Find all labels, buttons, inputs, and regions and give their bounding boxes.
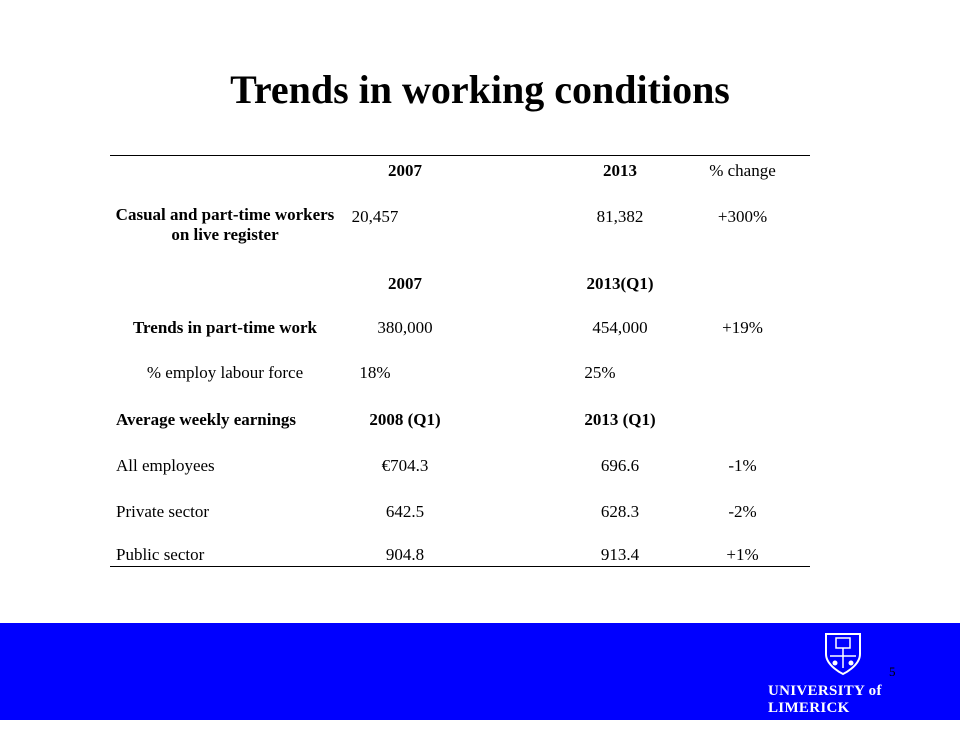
university-crest-icon	[822, 630, 864, 676]
cell-employ-2013: 25%	[584, 363, 616, 382]
row-label-employ: % employ labour force	[146, 363, 304, 382]
university-irish-name: OLLSCOIL LUIMNIGH	[786, 721, 862, 737]
cell-parttime-change: +19%	[722, 318, 763, 337]
row-label-earnings: Average weekly earnings	[116, 410, 297, 429]
table-top-rule	[110, 155, 810, 156]
header-2007: 2007	[388, 161, 422, 180]
cell-public-2008: 904.8	[385, 545, 425, 564]
cell-private-2008: 642.5	[385, 502, 425, 521]
university-name: UNIVERSITY of LIMERICK	[768, 683, 882, 716]
row-label-public: Public sector	[116, 545, 205, 564]
data-table	[110, 155, 810, 567]
cell-public-2013: 913.4	[600, 545, 640, 564]
cell-casual-2007: 20,457	[351, 207, 399, 226]
header-2013: 2013	[603, 161, 637, 180]
cell-casual-2013: 81,382	[596, 207, 644, 226]
header3-2013q1: 2013 (Q1)	[584, 410, 656, 429]
cell-private-2013: 628.3	[600, 502, 640, 521]
cell-casual-change: +300%	[717, 207, 768, 226]
cell-parttime-2013: 454,000	[592, 318, 648, 337]
cell-private-change: -2%	[728, 502, 757, 521]
row-label-parttime: Trends in part-time work	[132, 318, 317, 337]
header-percent-change: % change	[709, 161, 776, 180]
cell-all-change: -1%	[728, 456, 757, 475]
cell-employ-2007: 18%	[359, 363, 391, 382]
cell-parttime-2007: 380,000	[377, 318, 433, 337]
cell-all-2013: 696.6	[600, 456, 640, 475]
table-bottom-rule	[110, 566, 810, 567]
header2-2013q1: 2013(Q1)	[586, 274, 654, 293]
header3-2008q1: 2008 (Q1)	[369, 410, 441, 429]
row-label-all-employees: All employees	[116, 456, 215, 475]
page-number: 5	[889, 664, 896, 679]
cell-all-2008: €704.3	[381, 456, 429, 475]
row-label-casual: Casual and part-time workers on live register	[115, 205, 335, 244]
university-wordmark	[768, 683, 928, 737]
cell-public-change: +1%	[726, 545, 759, 564]
slide-title: Trends in working conditions	[230, 67, 730, 112]
row-label-private: Private sector	[116, 502, 209, 521]
header2-2007: 2007	[388, 274, 422, 293]
